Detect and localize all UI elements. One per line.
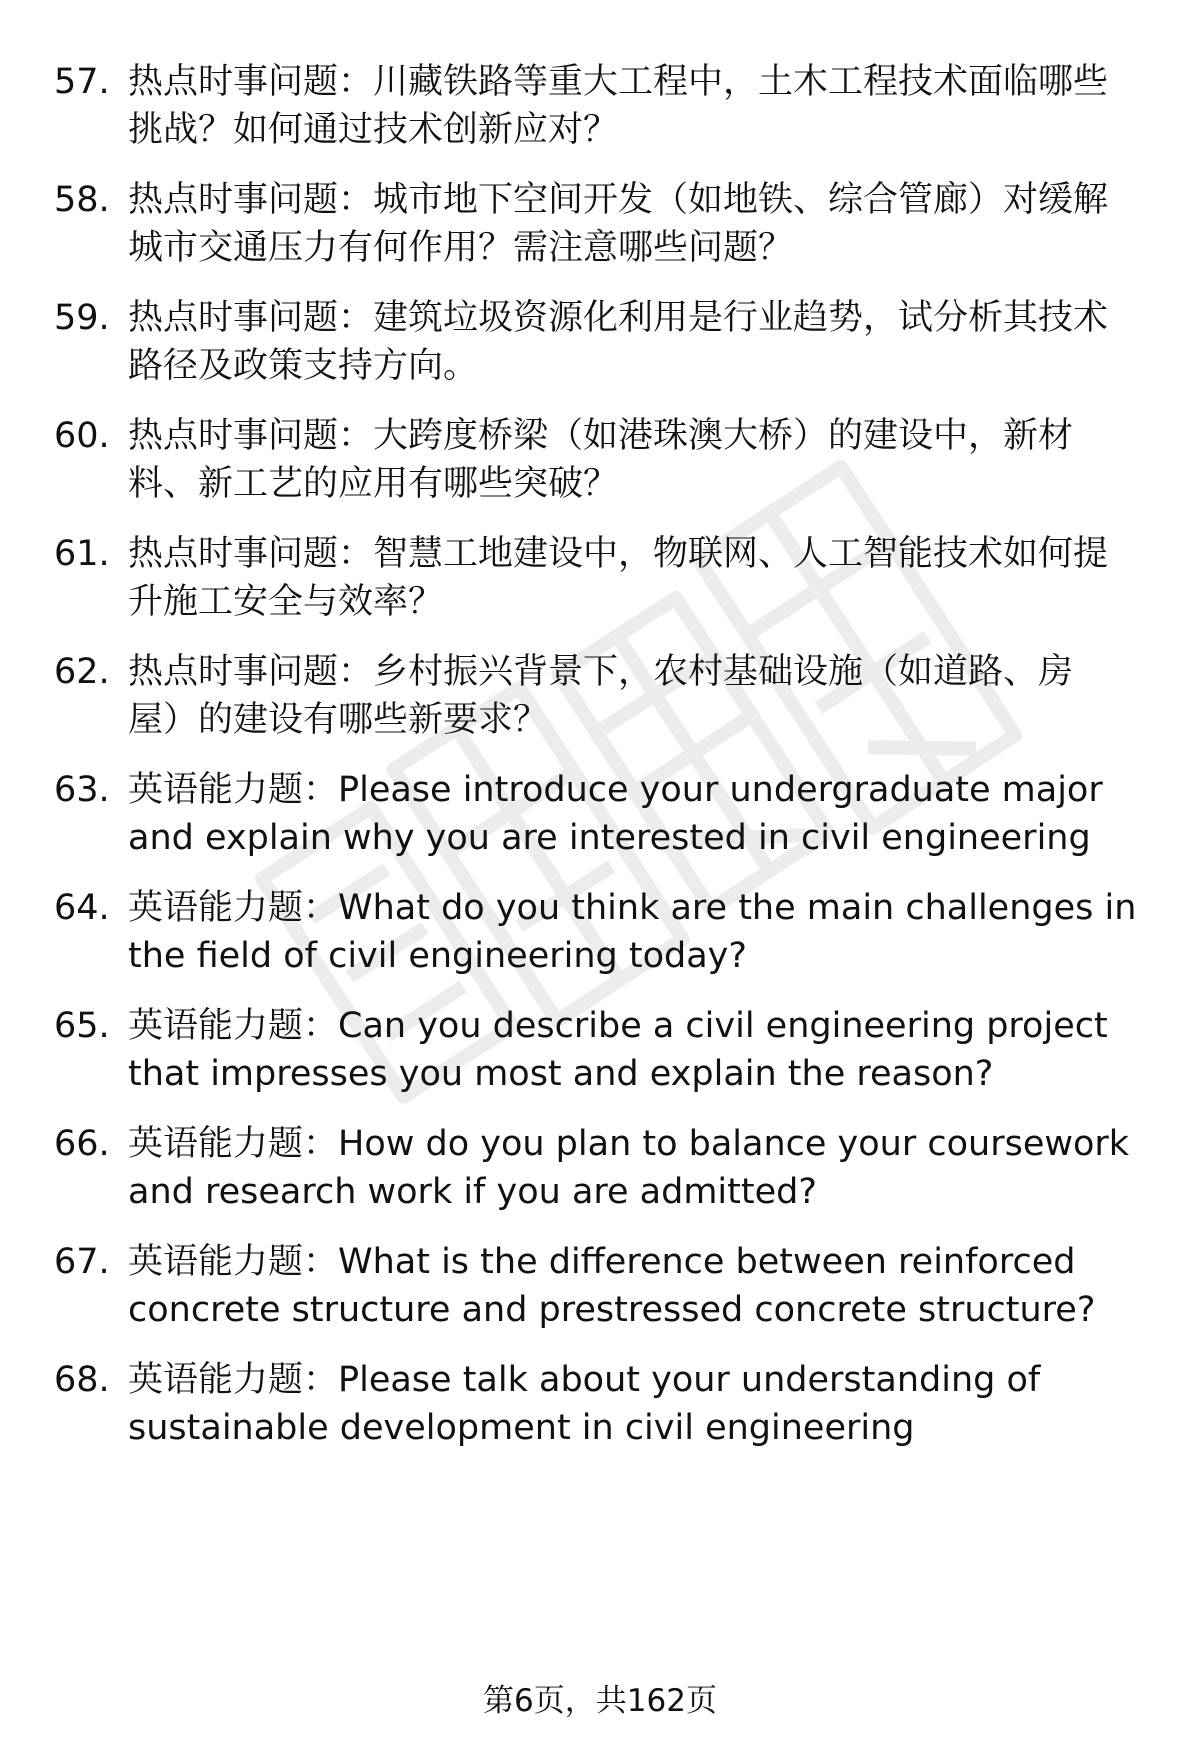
question-text: 英语能力题：What do you think are the main challenges in the field of civil engineering today?: [128, 888, 1137, 976]
question-item: [54, 1356, 1154, 1452]
question-item: [54, 176, 1154, 272]
question-item: [54, 884, 1154, 980]
question-text: 热点时事问题：大跨度桥梁（如港珠澳大桥）的建设中，新材 料、新工艺的应用有哪些突破？: [128, 416, 1074, 504]
question-number: 66.: [54, 1124, 110, 1164]
question-text: 热点时事问题：城市地下空间开发（如地铁、综合管廊）对缓解 城市交通压力有何作用？需注意哪些问题？: [128, 180, 1109, 268]
question-item: [54, 1120, 1154, 1216]
question-number: 62.: [54, 652, 110, 692]
question-number: 68.: [54, 1360, 110, 1400]
question-item: [54, 412, 1154, 508]
question-number: 61.: [54, 534, 110, 574]
question-text: 英语能力题：How do you plan to balance your coursework and research work if you are admitted?: [128, 1124, 1130, 1212]
question-number: 63.: [54, 770, 110, 810]
question-text: 英语能力题：Please talk about your understanding of sustainable development in civil engineering: [128, 1360, 1041, 1448]
question-item: [54, 766, 1154, 862]
question-item: [54, 1002, 1154, 1098]
question-item: [54, 1238, 1154, 1334]
question-item: [54, 530, 1154, 626]
question-item: [54, 648, 1154, 744]
question-item: [54, 58, 1154, 154]
question-number: 58.: [54, 180, 110, 220]
question-item: [54, 294, 1154, 390]
page-footer: 第6页，共162页: [483, 1683, 717, 1719]
question-text: 热点时事问题：乡村振兴背景下，农村基础设施（如道路、房 屋）的建设有哪些新要求？: [128, 652, 1074, 740]
question-text: 热点时事问题：川藏铁路等重大工程中，土木工程技术面临哪些 挑战？如何通过技术创新应对？: [128, 62, 1109, 150]
question-number: 64.: [54, 888, 110, 928]
question-text: 英语能力题：Please introduce your undergraduate major and explain why you are interested in civil engineering: [128, 770, 1103, 858]
question-number: 57.: [54, 62, 110, 102]
question-text: 热点时事问题：智慧工地建设中，物联网、人工智能技术如何提 升施工安全与效率？: [128, 534, 1109, 622]
question-text: 英语能力题：What is the difference between reinforced concrete structure and prestressed concrete structure?: [128, 1242, 1096, 1330]
question-text: 英语能力题：Can you describe a civil engineering project that impresses you most and explain the reason?: [128, 1006, 1108, 1094]
question-number: 65.: [54, 1006, 110, 1046]
question-text: 热点时事问题：建筑垃圾资源化利用是行业趋势，试分析其技术 路径及政策支持方向。: [128, 298, 1109, 386]
question-number: 60.: [54, 416, 110, 456]
question-number: 67.: [54, 1242, 110, 1282]
question-number: 59.: [54, 298, 110, 338]
